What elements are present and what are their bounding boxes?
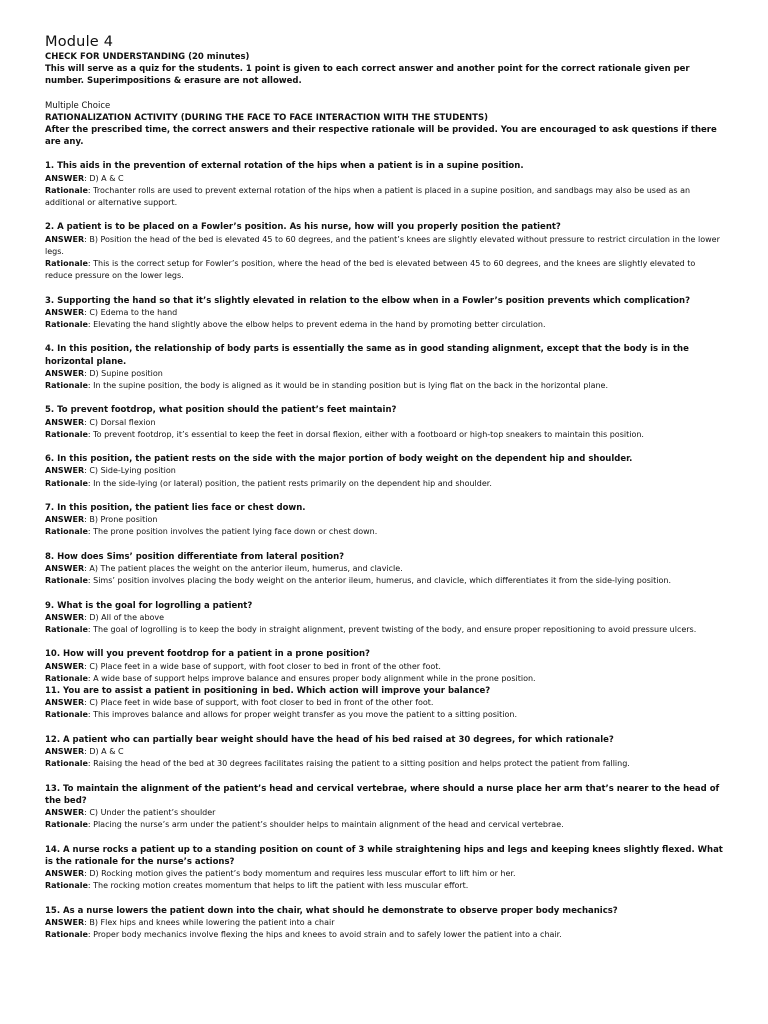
question-item [45,648,725,685]
rationale-value: : To prevent footdrop, it’s essential to keep the feet in dorsal flexion, either with a footboard or high-top sneakers to maintain this position. [87,429,644,439]
rationale-label: Rationale [45,320,88,330]
answer-line [45,697,725,709]
question-text: 13. To maintain the alignment of the patient’s head and cervical vertebrae, where should a nurse place her arm that’s nearer to the head of the bed? [45,783,720,806]
answer-label: ANSWER [45,661,85,671]
question-text: 14. A nurse rocks a patient up to a standing position on count of 3 while straightening hips and legs and keeping knees slightly flexed. What is the rationale for the nurse’s actions? [45,844,723,867]
question-text: 5. To prevent footdrop, what position should the patient’s feet maintain? [45,405,397,416]
rationale-line [45,526,725,538]
answer-label: ANSWER [45,808,85,818]
rationale-label: Rationale [45,527,88,537]
rationale-label: Rationale [45,259,88,269]
answer-label: ANSWER [45,307,85,317]
question-text: 4. In this position, the relationship of body parts is essentially the same as in good standing alignment, except that the body is in the horizontal plane. [45,344,689,367]
question-item [45,783,725,832]
rationale-line [45,880,725,892]
rationale-value: : In the supine position, the body is aligned as it would be in standing position but is lying flat on the back in the horizontal plane. [87,381,609,391]
rationale-label: Rationale [45,381,88,391]
rationale-label: Rationale [45,930,88,940]
question-item [45,734,725,771]
rationale-line [45,258,725,282]
answer-label: ANSWER [45,564,85,574]
rationale-line [45,185,725,209]
rationale-value: : Raising the head of the bed at 30 degrees facilitates raising the patient to a sitting position and helps protect the patient from falling. [87,759,630,769]
answer-value: : D) Rocking motion gives the patient’s body momentum and requires less muscular effort to lift him or her. [84,869,516,879]
rationale-label: Rationale [45,673,88,683]
rationale-line [45,380,725,392]
answer-value: : B) Flex hips and knees while lowering the patient into a chair [84,917,335,927]
question-item [45,160,725,209]
answer-value: : D) All of the above [84,612,165,622]
question-item [45,502,725,539]
question-text: 3. Supporting the hand so that it’s slightly elevated in relation to the elbow when in a Fowler’s position prevents which complication? [45,295,691,306]
rationale-value: : Proper body mechanics involve flexing the hips and knees to avoid strain and to safely lower the patient into a chair. [87,930,562,940]
answer-label: ANSWER [45,417,85,427]
rationale-value: : The prone position involves the patient lying face down or chest down. [87,527,378,537]
answer-line [45,465,725,477]
rationale-line [45,929,725,941]
answer-value: : D) A & C [84,173,124,183]
rationale-value: : Trochanter rolls are used to prevent external rotation of the hips when a patient is placed in a supine position, and sandbags may also be used as an additional or alternative support. [45,185,691,208]
answer-label: ANSWER [45,368,85,378]
answer-value: : B) Prone position [84,515,158,525]
rationale-label: Rationale [45,429,88,439]
answer-value: : D) Supine position [84,368,163,378]
rationale-label: Rationale [45,625,88,635]
answer-label: ANSWER [45,173,85,183]
answer-value: : C) Place feet in wide base of support, with foot closer to bed in front of the other foot. [84,698,434,708]
rationale-label: Rationale [45,478,88,488]
answer-line [45,417,725,429]
question-item [45,551,725,588]
quiz-heading: CHECK FOR UNDERSTANDING (20 minutes) [45,52,250,62]
rationale-line [45,429,725,441]
rationale-label: Rationale [45,820,88,830]
answer-value: : C) Dorsal flexion [84,417,156,427]
question-text: 2. A patient is to be placed on a Fowler’s position. As his nurse, how will you properly position the patient? [45,222,561,233]
answer-label: ANSWER [45,698,85,708]
answer-line [45,917,725,929]
rationale-label: Rationale [45,881,88,891]
answer-line [45,234,725,258]
question-text: 15. As a nurse lowers the patient down into the chair, what should he demonstrate to observe proper body mechanics? [45,905,618,916]
answer-label: ANSWER [45,515,85,525]
answer-value: : B) Position the head of the bed is elevated 45 to 60 degrees, and the patient’s knees are slightly elevated without pressure to restrict circulation in the lower legs. [45,234,720,256]
rationale-line [45,319,725,331]
question-item [45,221,725,282]
answer-label: ANSWER [45,869,85,879]
activity-instructions: After the prescribed time, the correct answers and their respective rationale will be provided. You are encouraged to ask questions if there are any. [45,125,717,148]
rationale-value: : Placing the nurse’s arm under the patient’s shoulder helps to maintain alignment of the head and cervical vertebrae. [87,820,564,830]
rationale-line [45,478,725,490]
question-list [45,160,725,941]
question-text: 10. How will you prevent footdrop for a patient in a prone position? [45,649,370,660]
answer-label: ANSWER [45,917,85,927]
question-item [45,343,725,392]
answer-value: : A) The patient places the weight on the anterior ileum, humerus, and clavicle. [84,564,403,574]
rationale-value: : The goal of logrolling is to keep the body in straight alignment, prevent twisting of the body, and ensure proper repositioning to avoid pressure ulcers. [87,625,697,635]
rationale-value: : Sims’ position involves placing the body weight on the anterior ileum, humerus, and clavicle, which differentiates it from the side-lying position. [87,576,672,586]
answer-line [45,307,725,319]
question-item [45,404,725,441]
question-text: 7. In this position, the patient lies face or chest down. [45,503,306,514]
rationale-label: Rationale [45,576,88,586]
document-page [45,34,725,953]
answer-line [45,746,725,758]
answer-label: ANSWER [45,612,85,622]
answer-line [45,807,725,819]
answer-value: : C) Under the patient’s shoulder [84,808,216,818]
rationale-label: Rationale [45,185,88,195]
answer-value: : C) Side-Lying position [84,466,176,476]
answer-line [45,868,725,880]
question-item [45,453,725,490]
rationale-line [45,624,725,636]
question-item [45,685,725,722]
rationale-value: : Elevating the hand slightly above the elbow helps to prevent edema in the hand by promoting better circulation. [87,320,546,330]
rationale-label: Rationale [45,710,88,720]
question-item [45,295,725,332]
question-text: 6. In this position, the patient rests on the side with the major portion of body weight on the dependent hip and shoulder. [45,454,633,465]
quiz-instructions: This will serve as a quiz for the students. 1 point is given to each correct answer and another point for the correct rationale given per number. Superimpositions & erasure are not allowed. [45,64,690,87]
question-text: 8. How does Sims’ position differentiate from lateral position? [45,551,345,562]
question-text: 12. A patient who can partially bear weight should have the head of his bed raised at 30 degrees, for which rationale? [45,734,614,745]
question-text: 11. You are to assist a patient in positioning in bed. Which action will improve your balance? [45,686,491,697]
question-item [45,905,725,942]
answer-line [45,661,725,673]
rationale-value: : This is the correct setup for Fowler’s position, where the head of the bed is elevated between 45 to 60 degrees, and the knees are slightly elevated to reduce pressure on the lower legs. [45,259,696,281]
answer-line [45,612,725,624]
rationale-line [45,758,725,770]
question-text: 9. What is the goal for logrolling a patient? [45,600,253,611]
rationale-line [45,819,725,831]
rationale-value: : This improves balance and allows for proper weight transfer as you move the patient to a sitting position. [87,710,517,720]
activity-heading: RATIONALIZATION ACTIVITY (DURING THE FACE TO FACE INTERACTION WITH THE STUDENTS) [45,112,488,123]
answer-label: ANSWER [45,234,85,244]
rationale-line [45,575,725,587]
rationale-value: : In the side-lying (or lateral) position, the patient rests primarily on the dependent hip and shoulder. [87,478,492,488]
question-item [45,844,725,893]
rationale-line [45,673,725,685]
page-title: Module 4 [45,34,114,50]
rationale-value: : A wide base of support helps improve balance and ensures proper body alignment while in the prone position. [87,673,536,683]
answer-line [45,173,725,185]
rationale-label: Rationale [45,759,88,769]
question-item [45,600,725,637]
answer-value: : C) Place feet in a wide base of support, with foot closer to bed in front of the other foot. [84,661,441,671]
answer-label: ANSWER [45,466,85,476]
answer-value: : D) A & C [84,747,124,757]
question-text: 1. This aids in the prevention of external rotation of the hips when a patient is in a supine position. [45,161,524,172]
rationale-line [45,709,725,721]
answer-label: ANSWER [45,747,85,757]
answer-line [45,368,725,380]
answer-value: : C) Edema to the hand [84,307,178,317]
rationale-value: : The rocking motion creates momentum that helps to lift the patient with less muscular effort. [87,881,469,891]
answer-line [45,563,725,575]
answer-line [45,514,725,526]
section-heading: Multiple Choice [45,100,111,111]
